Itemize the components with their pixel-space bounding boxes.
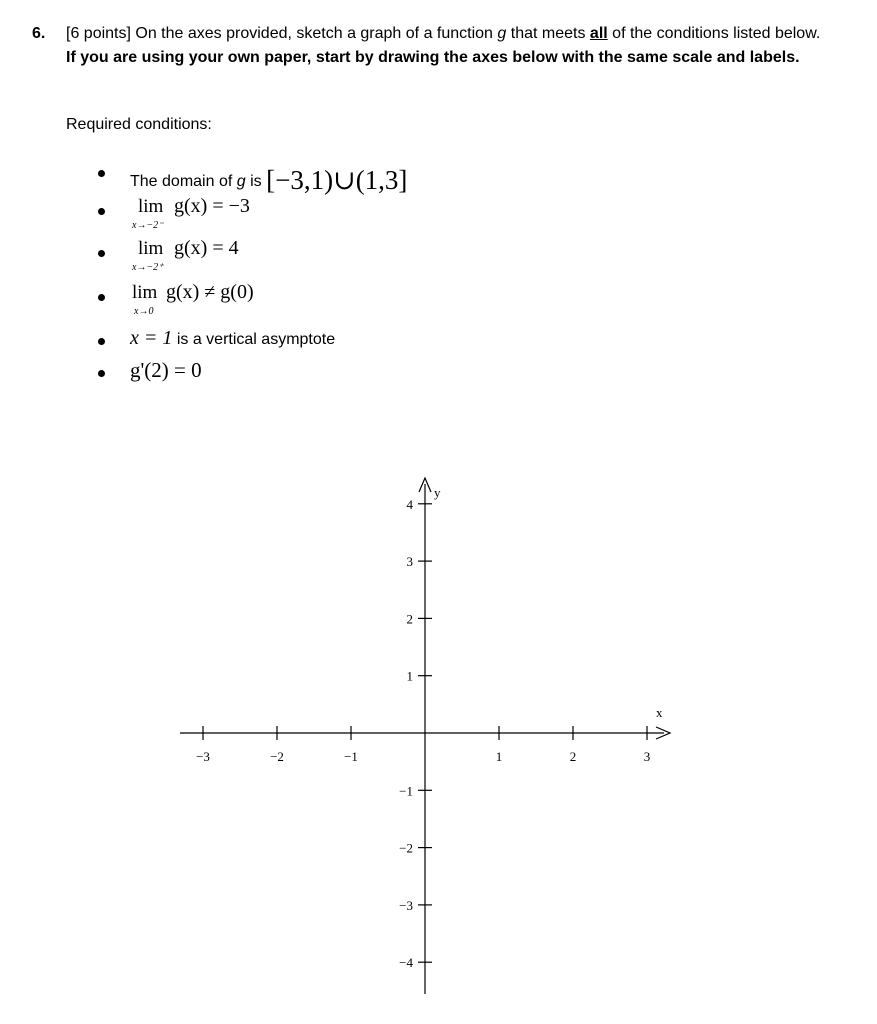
problem-number: 6. (32, 25, 46, 42)
x-tick-label: 2 (569, 749, 577, 764)
lim-subscript: x→0 (134, 306, 154, 317)
lim-subscript: x→−2⁻ (132, 220, 164, 231)
domain-text: The domain of (130, 173, 233, 190)
lim-expression: g(x) = −3 (174, 195, 250, 217)
lim-word: lim (138, 238, 164, 259)
bold-instruction: If you are using your own paper, start by drawing the axes below with the same scale and labels. (66, 49, 800, 66)
y-tick-label: −4 (399, 955, 413, 971)
y-tick-label: −1 (399, 783, 413, 799)
lim-expression: g(x) = 4 (174, 237, 239, 259)
x-tick-label: −3 (196, 749, 210, 764)
x-tick-label: 3 (643, 749, 651, 764)
domain-is: is (250, 173, 262, 190)
x-ticks (196, 726, 650, 764)
y-tick-label: −3 (399, 897, 413, 913)
function-name: g (497, 25, 507, 42)
conditions-heading: Required conditions: (66, 116, 212, 133)
lim-word: lim (138, 196, 164, 217)
y-tick-label: 1 (406, 668, 413, 684)
lim-expression: g(x) ≠ g(0) (166, 281, 254, 303)
problem-text-2a: listed below. (733, 25, 821, 42)
problem-text-1c: of the conditions (612, 25, 729, 42)
y-tick-label: 4 (406, 496, 413, 512)
x-tick-label: −1 (344, 749, 358, 764)
y-tick-label: 3 (406, 554, 413, 570)
y-axis-label: y (434, 485, 441, 500)
y-axis (419, 478, 441, 994)
y-tick-label: −2 (399, 840, 413, 856)
domain-var: g (236, 173, 246, 190)
x-tick-label: −2 (270, 749, 284, 764)
domain-interval: [−3,1)∪(1,3] (266, 165, 408, 195)
y-tick-label: 2 (406, 611, 413, 627)
asymptote-text: is a vertical asymptote (176, 331, 336, 348)
problem-text-1b: that meets (510, 25, 586, 42)
problem-points: [6 points] (66, 25, 131, 42)
x-axis-label: x (656, 705, 663, 720)
lim-word: lim (132, 282, 158, 303)
x-tick-label: 1 (495, 749, 503, 764)
derivative-equation: g'(2) = 0 (130, 358, 202, 382)
all-emphasis: all (589, 25, 608, 42)
asymptote-equation: x = 1 (130, 327, 173, 349)
problem-text-1a: On the axes provided, sketch a graph of a function (135, 25, 493, 42)
lim-subscript: x→−2⁺ (132, 262, 164, 273)
